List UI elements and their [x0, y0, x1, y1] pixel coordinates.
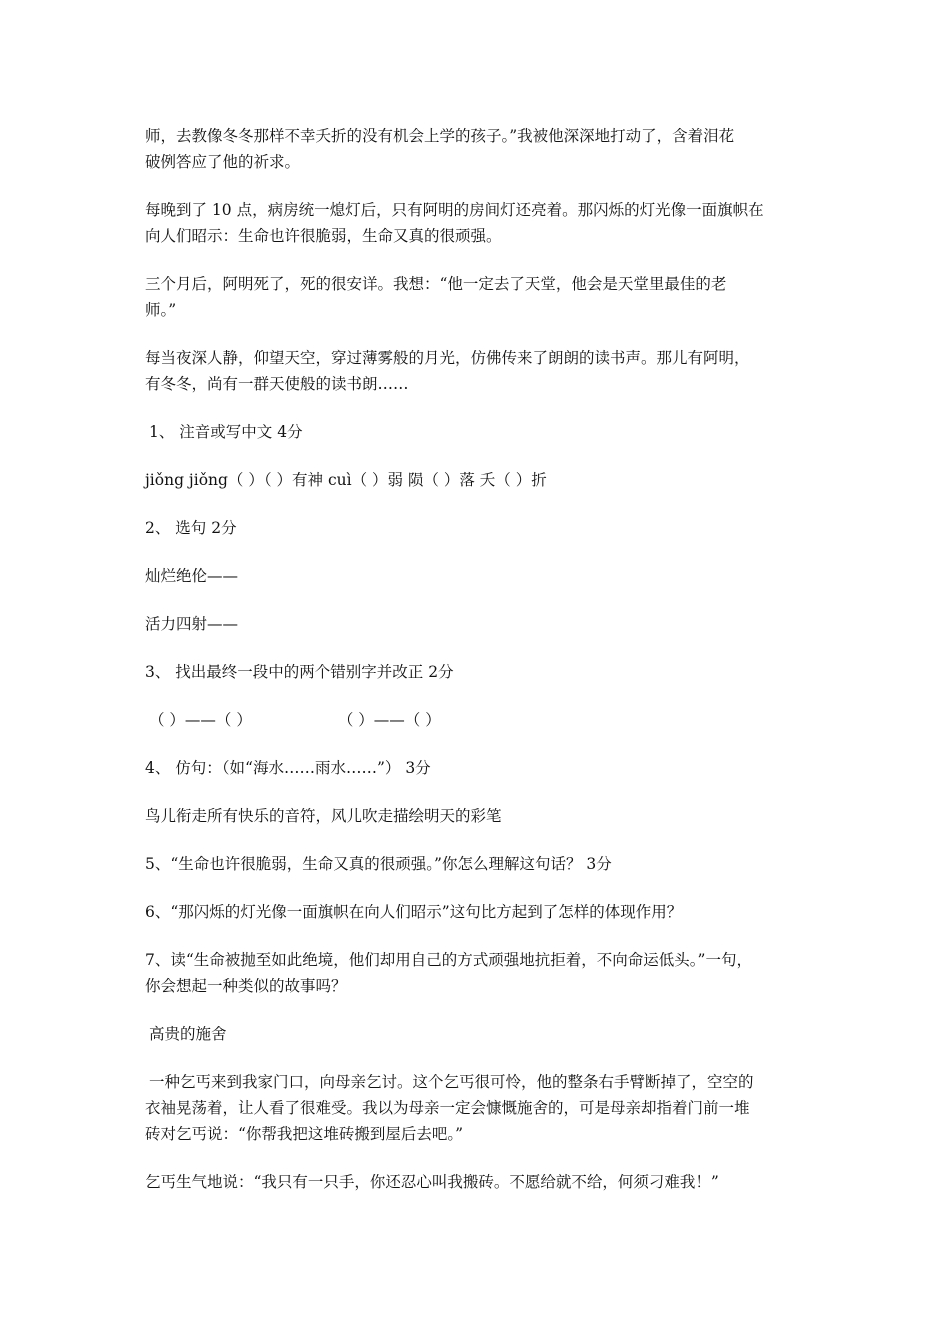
question-5: 5、“生命也许很脆弱，生命又真的很顽强。”你怎么理解这句话？ 3分: [145, 855, 612, 873]
story-paragraph: 乞丐生气地说：“我只有一只手，你还忍心叫我搬砖。不愿给就不给，何须刁难我！”: [145, 1173, 719, 1191]
text-line: 7、读“生命被抛至如此绝境，他们却用自己的方式顽强地抗拒着，不向命运低头。”一句，: [145, 951, 752, 969]
text-line: 向人们昭示：生命也许很脆弱，生命又真的很顽强。: [145, 227, 502, 245]
question-1-title: 1、 注音或写中文 4分: [149, 423, 303, 441]
text-line: 你会想起一种类似的故事吗？: [145, 977, 347, 995]
question-2-item: 灿烂绝伦——: [145, 567, 239, 585]
text-line: 一种乞丐来到我家门口，向母亲乞讨。这个乞丐很可怜，他的整条右手臂断掉了，空空的: [149, 1073, 754, 1091]
question-4-title: 4、 仿句：（如“海水……雨水……”） 3分: [145, 759, 431, 777]
text-line: 三个月后，阿明死了，死的很安详。我想：“他一定去了天堂，他会是天堂里最佳的老: [145, 275, 727, 293]
story-title: 高贵的施舍: [149, 1025, 227, 1043]
paragraph: [145, 197, 830, 249]
paragraph: [145, 271, 830, 323]
question-2-item: 活力四射——: [145, 615, 239, 633]
question-2-title: 2、 选句 2分: [145, 519, 237, 537]
paragraph: [145, 123, 830, 175]
text-line: 每晚到了 10 点，病房统一熄灯后，只有阿明的房间灯还亮着。那闪烁的灯光像一面旗帜在: [145, 201, 764, 219]
answer-blank: （ ）——（ ）: [149, 711, 252, 729]
text-line: 有冬冬，尚有一群天使般的读书朗……: [145, 375, 409, 393]
question-4-body: 鸟儿衔走所有快乐的音符，风儿吹走描绘明天的彩笔: [145, 807, 502, 825]
document-body: [145, 123, 830, 1217]
text-line: 师，去教像冬冬那样不幸夭折的没有机会上学的孩子。”我被他深深地打动了，含着泪花: [145, 127, 735, 145]
text-line: 砖对乞丐说：“你帮我把这堆砖搬到屋后去吧。”: [145, 1125, 464, 1143]
question-1-body: jiǒng jiǒng（ ）（ ）有神 cuì（ ）弱 陨（ ）落 夭（ ）折: [145, 471, 547, 489]
question-3-title: 3、 找出最终一段中的两个错别字并改正 2分: [145, 663, 454, 681]
question-3-blanks: [145, 707, 830, 733]
question-6: 6、“那闪烁的灯光像一面旗帜在向人们昭示”这句比方起到了怎样的体现作用？: [145, 903, 683, 921]
answer-blank: （ ）——（ ）: [337, 711, 441, 729]
paragraph: [145, 345, 830, 397]
text-line: 师。”: [145, 301, 177, 319]
text-line: 衣袖晃荡着，让人看了很难受。我以为母亲一定会慷慨施舍的，可是母亲却指着门前一堆: [145, 1099, 750, 1117]
text-line: 每当夜深人静，仰望天空，穿过薄雾般的月光，仿佛传来了朗朗的读书声。那儿有阿明，: [145, 349, 750, 367]
text-line: 破例答应了他的祈求。: [145, 153, 301, 171]
story-paragraph: [145, 1069, 830, 1147]
question-7: [145, 947, 830, 999]
